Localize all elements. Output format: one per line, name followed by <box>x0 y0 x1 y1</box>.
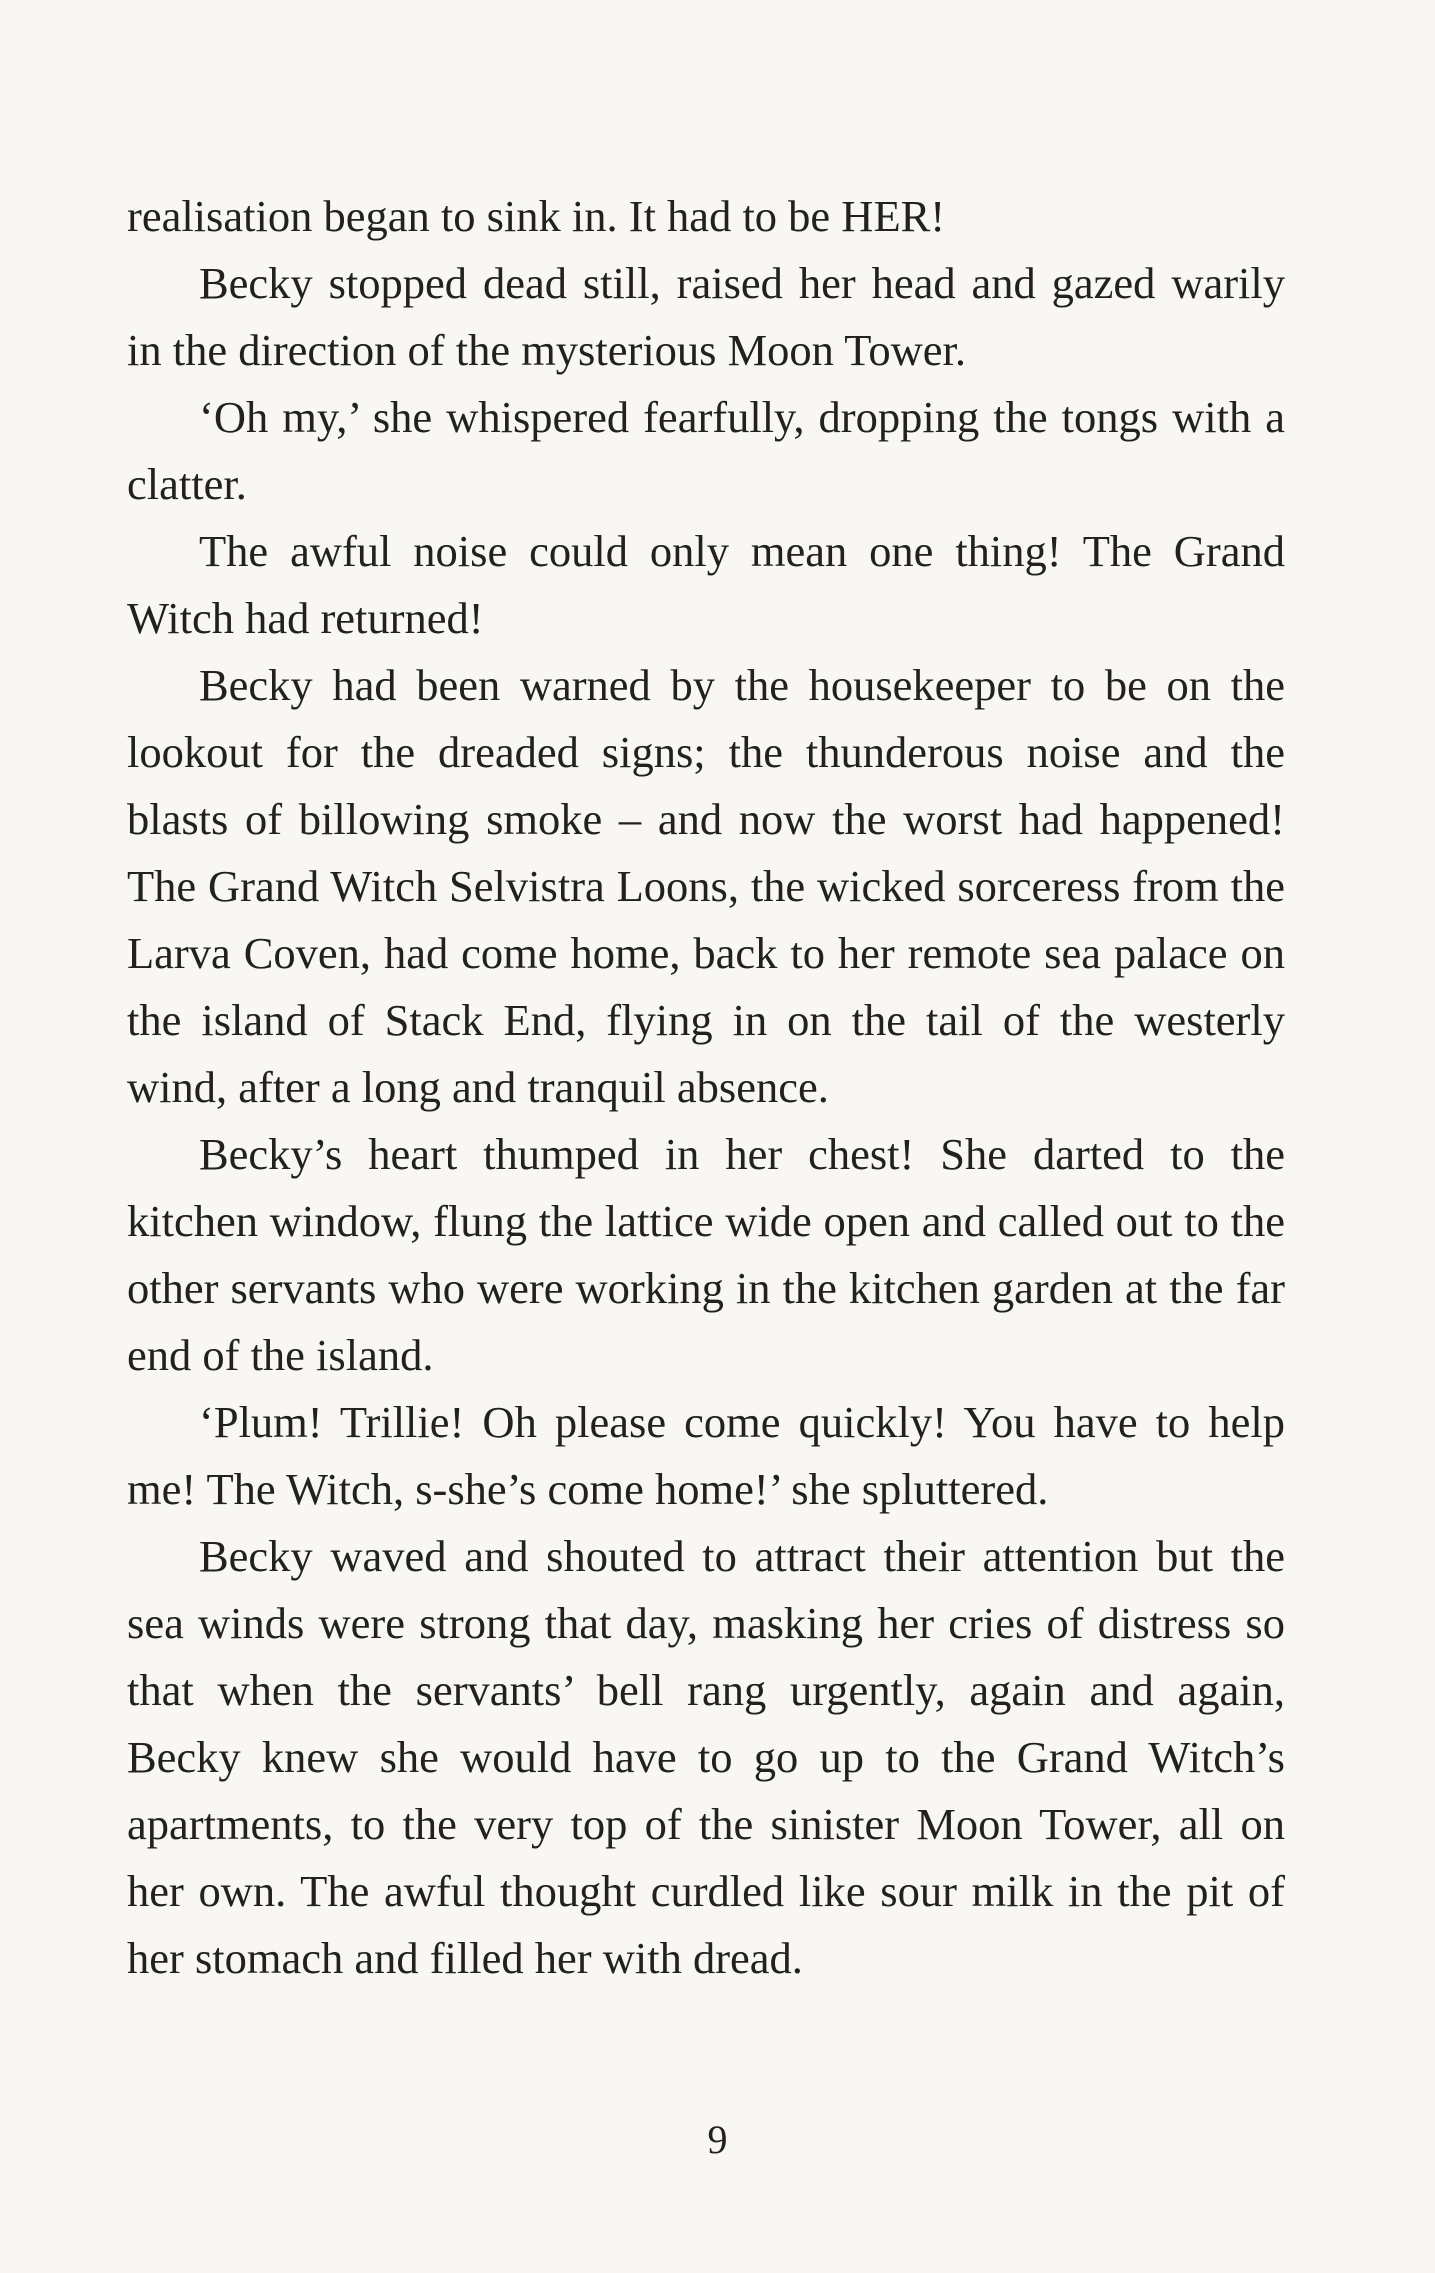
paragraph-6: Becky’s heart thumped in her chest! She darted to the kitchen window, flung the lattice wide open and called out to the other servants who were working in the kitchen garden at the far end of the island. <box>127 1129 1285 1380</box>
paragraph-4: The awful noise could only mean one thing! The Grand Witch had returned! <box>127 526 1285 643</box>
paragraph-1: realisation began to sink in. It had to be HER! <box>127 191 946 241</box>
body-text <box>127 183 1285 1992</box>
paragraph-7: ‘Plum! Trillie! Oh please come quickly! You have to help me! The Witch, s-she’s come home!’ she spluttered. <box>127 1397 1285 1514</box>
paragraph-8: Becky waved and shouted to attract their attention but the sea winds were strong that day, masking her cries of distress so that when the servants’ bell rang urgently, again and again, Becky knew she would have to go up to the Grand Witch’s apartments, to the very top of the sinister Moon Tower, all on her own. The awful thought curdled like sour milk in the pit of her stomach and filled her with dread. <box>127 1531 1285 1983</box>
paragraph-3: ‘Oh my,’ she whispered fearfully, dropping the tongs with a clatter. <box>127 392 1285 509</box>
paragraph-5: Becky had been warned by the housekeeper to be on the lookout for the dreaded signs; the thunderous noise and the blasts of billowing smoke – and now the worst had happened! The Grand Witch Selvistra Loons, the wicked sorceress from the Larva Coven, had come home, back to her remote sea palace on the island of Stack End, flying in on the tail of the westerly wind, after a long and tranquil absence. <box>127 660 1285 1112</box>
paragraph-2: Becky stopped dead still, raised her head and gazed warily in the direction of the mysterious Moon Tower. <box>127 258 1285 375</box>
page-number: 9 <box>707 2117 728 2162</box>
